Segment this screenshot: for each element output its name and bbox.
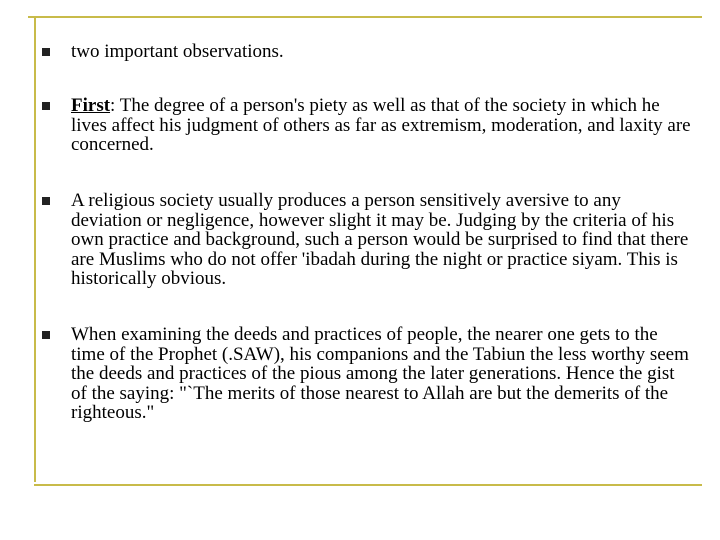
square-bullet-icon (42, 102, 50, 110)
bullet-text (71, 96, 691, 155)
bullet-body: : The degree of a person's piety as well as that of the society in which he lives affect his judgment of others as far as extremism, moderation, and laxity are concerned. (71, 95, 691, 155)
square-bullet-icon (42, 197, 50, 205)
bullet-text: A religious society usually produces a person sensitively aversive to any deviation or negligence, however slight it may be. Judging by the criteria of his own practice and background, such a person would be surprised to find that there are Muslims who do not offer 'ibadah during the night or practice siyam. This is historically obvious. (71, 190, 689, 289)
square-bullet-icon (42, 48, 50, 56)
bullet-text: When examining the deeds and practices of people, the nearer one gets to the time of the Prophet (.SAW), his companions and the Tabiun the less worthy seem the deeds and practices of the pious among the later generations. Hence the gist of the saying: "`The merits of those nearest to Allah are but the demerits of the righteous." (71, 324, 689, 423)
bullet-text: two important observations. (71, 41, 284, 62)
square-bullet-icon (42, 331, 50, 339)
bullet-lead: First (71, 95, 111, 116)
